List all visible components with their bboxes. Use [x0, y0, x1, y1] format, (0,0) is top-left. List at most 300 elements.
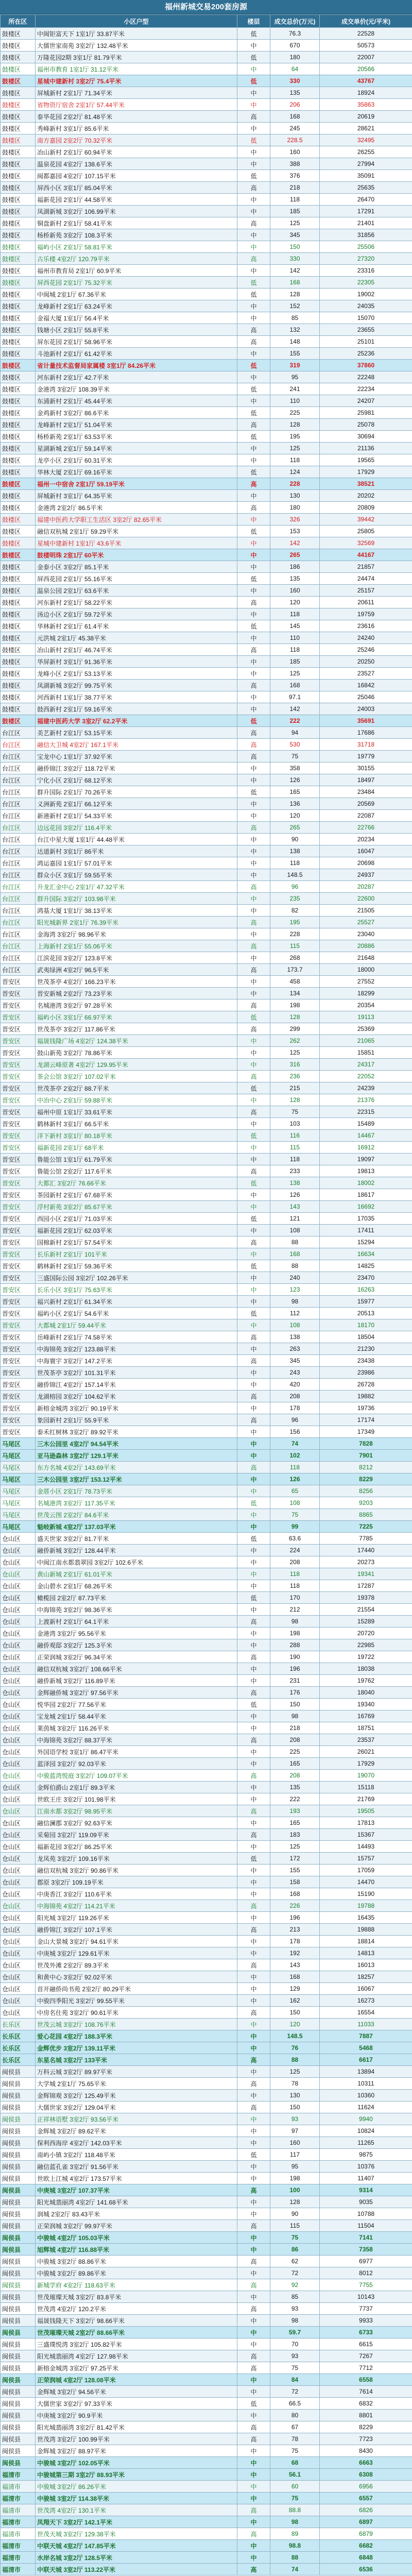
table-row [1, 478, 412, 490]
cell-floor: 中 [237, 810, 270, 822]
cell-district: 闽侯县 [1, 2398, 36, 2410]
cell-floor: 中 [237, 691, 270, 703]
cell-unit: 21065 [320, 1035, 412, 1047]
cell-community: 福屿小区 2室1厅 54.6平米 [36, 1308, 237, 1319]
cell-district: 鼓楼区 [1, 87, 36, 99]
table-row [1, 1651, 412, 1663]
cell-total: 92 [270, 2279, 320, 2291]
cell-community: 中骏蓝湾悦庭 3室2厅 109.07平米 [36, 1770, 237, 1782]
cell-district: 鼓楼区 [1, 158, 36, 170]
cell-district: 马尾区 [1, 1521, 36, 1533]
cell-unit: 25101 [320, 336, 412, 348]
cell-community: 达道新村 3室1厅 86平米 [36, 845, 237, 857]
cell-district: 台江区 [1, 822, 36, 834]
table-row [1, 63, 412, 75]
cell-community: 铜盘新村 2室1厅 58.41平米 [36, 217, 237, 229]
cell-community: 福兴新村 2室1厅 61.34平米 [36, 1296, 237, 1308]
cell-community: 融侨锦江 3室2厅 107.1平米 [36, 1924, 237, 1936]
cell-community: 融信双杭城 2室1厅 59.29平米 [36, 526, 237, 537]
cell-total: 118 [270, 1568, 320, 1580]
cell-total: 118 [270, 1462, 320, 1473]
cell-unit: 6832 [320, 2398, 412, 2410]
cell-floor: 高 [237, 1616, 270, 1628]
cell-floor: 高 [237, 111, 270, 123]
cell-community: 世欧王庄 3室2厅 101.98平米 [36, 1793, 237, 1805]
cell-district: 闽侯县 [1, 2102, 36, 2113]
table-row [1, 1580, 412, 1592]
cell-community: 橄榄园 2室2厅 87.73平米 [36, 1592, 237, 1604]
cell-district: 台江区 [1, 845, 36, 857]
table-row [1, 1900, 412, 1912]
cell-district: 晋安区 [1, 1082, 36, 1094]
cell-community: 龙峰新村 2室1厅 51.04平米 [36, 419, 237, 431]
cell-district: 鼓楼区 [1, 597, 36, 608]
cell-district: 鼓楼区 [1, 431, 36, 443]
cell-community: 群众小区 3室1厅 59.55平米 [36, 869, 237, 881]
cell-total: 215 [270, 1082, 320, 1094]
cell-unit: 25046 [320, 691, 412, 703]
cell-community: 台江中星大厦 1室1厅 44.48平米 [36, 834, 237, 845]
cell-district: 闽侯县 [1, 2279, 36, 2291]
cell-community: 正荣润城 4室2厅 128.08平米 [36, 2374, 237, 2386]
cell-total: 75 [270, 1106, 320, 1118]
cell-floor: 中 [237, 1521, 270, 1533]
cell-community: 杨桥新苑 3室2厅 108.3平米 [36, 229, 237, 241]
cell-floor: 中 [237, 2137, 270, 2149]
cell-district: 鼓楼区 [1, 134, 36, 146]
cell-floor: 高 [237, 2421, 270, 2433]
cell-floor: 低 [237, 620, 270, 632]
cell-floor: 中 [237, 1296, 270, 1308]
cell-community: 宝龙中心 1室1厅 37.92平米 [36, 751, 237, 762]
cell-community: 融侨锦江 4室2厅 157.14平米 [36, 1379, 237, 1391]
cell-community: 金泰小区 3室2厅 85.1平米 [36, 561, 237, 573]
cell-district: 鼓楼区 [1, 680, 36, 691]
cell-floor: 中 [237, 537, 270, 549]
cell-unit: 35863 [320, 99, 412, 111]
table-row [1, 1035, 412, 1047]
cell-unit: 20202 [320, 490, 412, 502]
table-row [1, 466, 412, 478]
cell-district: 长乐区 [1, 2042, 36, 2054]
cell-community: 阳光城翡丽湾 3室2厅 81.42平米 [36, 2421, 237, 2433]
cell-floor: 中 [237, 2374, 270, 2386]
cell-floor: 中 [237, 1319, 270, 1331]
table-row [1, 324, 412, 336]
cell-floor: 中 [237, 2315, 270, 2327]
cell-district: 晋安区 [1, 1426, 36, 1438]
cell-unit: 11504 [320, 2220, 412, 2232]
cell-total: 97.1 [270, 691, 320, 703]
cell-floor: 中 [237, 2457, 270, 2469]
table-row [1, 336, 412, 348]
cell-community: 凤翔天下 3室2厅 142.1平米 [36, 2516, 237, 2528]
cell-unit: 20611 [320, 597, 412, 608]
cell-community: 中骏四季阳光 3室2厅 99.55平米 [36, 1995, 237, 2007]
cell-total: 121 [270, 1213, 320, 1225]
cell-floor: 高 [237, 324, 270, 336]
cell-unit: 22315 [320, 1106, 412, 1118]
cell-unit: 9875 [320, 2149, 412, 2161]
cell-floor: 中 [237, 2090, 270, 2102]
cell-unit: 19505 [320, 1805, 412, 1817]
cell-floor: 高 [237, 1924, 270, 1936]
cell-district: 晋安区 [1, 1177, 36, 1189]
cell-total: 198 [270, 2173, 320, 2184]
cell-floor: 中 [237, 371, 270, 383]
cell-unit: 20720 [320, 1628, 412, 1639]
table-row [1, 2102, 412, 2113]
cell-district: 晋安区 [1, 1225, 36, 1236]
cell-total: 134 [270, 988, 320, 999]
table-row [1, 786, 412, 798]
table-row [1, 2410, 412, 2421]
cell-community: 世茂湾 3室2厅 100.99平米 [36, 2433, 237, 2445]
cell-floor: 中 [237, 1782, 270, 1793]
table-row [1, 1438, 412, 1450]
cell-total: 530 [270, 739, 320, 751]
cell-community: 水岸名城 3室2厅 128.5平米 [36, 2552, 237, 2564]
table-row [1, 1355, 412, 1367]
cell-unit: 10360 [320, 2090, 412, 2102]
cell-total: 66.5 [270, 2398, 320, 2410]
cell-floor: 中 [237, 1142, 270, 1154]
cell-total: 208 [270, 1391, 320, 1402]
cell-floor: 中 [237, 312, 270, 324]
cell-district: 长乐区 [1, 2054, 36, 2066]
cell-total: 218 [270, 1722, 320, 1734]
cell-floor: 中 [237, 206, 270, 217]
table-row [1, 206, 412, 217]
cell-total: 150 [270, 2102, 320, 2113]
cell-floor: 中 [237, 1225, 270, 1236]
table-row [1, 2421, 412, 2433]
cell-floor: 低 [237, 360, 270, 371]
cell-unit: 15367 [320, 1829, 412, 1841]
cell-community: 福晟钱隆广场 4室2厅 124.38平米 [36, 1035, 237, 1047]
cell-unit: 8865 [320, 1509, 412, 1521]
table-row [1, 1853, 412, 1865]
cell-total: 143 [270, 1201, 320, 1213]
cell-total: 316 [270, 1059, 320, 1071]
cell-floor: 中 [237, 300, 270, 312]
cell-community: 融信蓝孔雀 3室2厅 91.56平米 [36, 2161, 237, 2173]
cell-floor: 低 [237, 431, 270, 443]
cell-total: 80 [270, 2410, 320, 2421]
cell-community: 龙湖云峰原著 4室2厅 129.95平米 [36, 1059, 237, 1071]
cell-total: 195 [270, 431, 320, 443]
cell-district: 闽侯县 [1, 2244, 36, 2256]
cell-community: 中冶中心 2室1厅 59.88平米 [36, 1094, 237, 1106]
table-row [1, 2327, 412, 2338]
table-row [1, 87, 412, 99]
table-row [1, 1473, 412, 1485]
table-row [1, 2528, 412, 2540]
cell-district: 闽侯县 [1, 2315, 36, 2327]
cell-community: 新榕金城湾 3室2厅 90.19平米 [36, 1402, 237, 1414]
cell-district: 闽侯县 [1, 2362, 36, 2374]
cell-district: 鼓楼区 [1, 383, 36, 395]
cell-district: 鼓楼区 [1, 360, 36, 371]
cell-total: 165 [270, 786, 320, 798]
cell-total: 168 [270, 1248, 320, 1260]
table-row [1, 1971, 412, 1983]
cell-district: 鼓楼区 [1, 407, 36, 419]
cell-community: 龙亭小区 2室1厅 60.31平米 [36, 454, 237, 466]
cell-total: 143 [270, 1959, 320, 1971]
cell-unit: 23484 [320, 786, 412, 798]
cell-community: 金辉城 3室2厅 88.97平米 [36, 2445, 237, 2457]
cell-community: 魁岐新城 4室2厅 137.03平米 [36, 1521, 237, 1533]
cell-floor: 中 [237, 2030, 270, 2042]
cell-district: 鼓楼区 [1, 336, 36, 348]
cell-community: 屏东花园 2室1厅 58.96平米 [36, 336, 237, 348]
cell-floor: 高 [237, 1959, 270, 1971]
table-row [1, 1983, 412, 1995]
cell-community: 福晟钱隆天下 3室2厅 98.66平米 [36, 2315, 237, 2327]
cell-community: 旭辉城 4室2厅 116.88平米 [36, 2244, 237, 2256]
cell-unit: 11033 [320, 2019, 412, 2030]
cell-total: 185 [270, 656, 320, 668]
cell-total: 93 [270, 2350, 320, 2362]
table-row [1, 1959, 412, 1971]
table-row [1, 952, 412, 964]
table-row [1, 2220, 412, 2232]
cell-community: 浮村新苑 3室2厅 85.67平米 [36, 1201, 237, 1213]
cell-total: 88 [270, 2552, 320, 2564]
cell-district: 马尾区 [1, 1497, 36, 1509]
cell-district: 仓山区 [1, 1971, 36, 1983]
cell-total: 376 [270, 170, 320, 182]
cell-unit: 20250 [320, 656, 412, 668]
cell-community: 中庚城 3室2厅 90.9平米 [36, 2410, 237, 2421]
table-row [1, 1876, 412, 1888]
cell-total: 155 [270, 1865, 320, 1876]
cell-district: 晋安区 [1, 1272, 36, 1284]
cell-total: 128 [270, 1094, 320, 1106]
cell-community: 华林新村 2室1厅 61.4平米 [36, 620, 237, 632]
table-row [1, 2315, 412, 2327]
cell-total: 208 [270, 1770, 320, 1782]
cell-unit: 19340 [320, 1699, 412, 1710]
cell-floor: 高 [237, 822, 270, 834]
cell-community: 星湖新城 2室1厅 59.14平米 [36, 443, 237, 454]
cell-unit: 11407 [320, 2173, 412, 2184]
cell-district: 闽侯县 [1, 2078, 36, 2090]
cell-unit: 17035 [320, 1213, 412, 1225]
cell-district: 鼓楼区 [1, 324, 36, 336]
cell-total: 75 [270, 2232, 320, 2244]
cell-district: 晋安区 [1, 1142, 36, 1154]
cell-district: 鼓楼区 [1, 111, 36, 123]
cell-unit: 35091 [320, 170, 412, 182]
cell-district: 仓山区 [1, 1675, 36, 1687]
cell-floor: 低 [237, 466, 270, 478]
cell-floor: 中 [237, 2327, 270, 2338]
table-row [1, 371, 412, 383]
cell-unit: 14470 [320, 1876, 412, 1888]
cell-unit: 20287 [320, 881, 412, 893]
cell-floor: 中 [237, 1485, 270, 1497]
cell-floor: 高 [237, 1651, 270, 1663]
cell-community: 鸿运嘉园 1室1厅 57.01平米 [36, 857, 237, 869]
cell-community: 东浦新村 2室1厅 45.44平米 [36, 395, 237, 407]
cell-unit: 17059 [320, 1865, 412, 1876]
cell-unit: 22766 [320, 822, 412, 834]
cell-community: 金厝小区 2室1厅 78.73平米 [36, 1485, 237, 1497]
cell-unit: 20809 [320, 502, 412, 514]
cell-community: 大儒世家 3室2厅 97.33平米 [36, 2398, 237, 2410]
cell-community: 福建中医药大学职工生活区 3室2厅 82.65平米 [36, 514, 237, 526]
cell-unit: 14825 [320, 1260, 412, 1272]
cell-floor: 中 [237, 762, 270, 774]
cell-district: 晋安区 [1, 1414, 36, 1426]
cell-total: 135 [270, 87, 320, 99]
cell-district: 仓山区 [1, 1959, 36, 1971]
table-row [1, 561, 412, 573]
cell-community: 福新花园 3室2厅 86.25平米 [36, 1841, 237, 1853]
cell-total: 299 [270, 1023, 320, 1035]
cell-district: 鼓楼区 [1, 348, 36, 360]
cell-floor: 中 [237, 928, 270, 940]
cell-total: 185 [270, 206, 320, 217]
cell-district: 闽侯县 [1, 2173, 36, 2184]
cell-community: 融侨新城 3室2厅 128.44平米 [36, 1545, 237, 1556]
table-row [1, 241, 412, 253]
cell-unit: 20513 [320, 1308, 412, 1319]
cell-district: 仓山区 [1, 1533, 36, 1545]
cell-floor: 高 [237, 2184, 270, 2196]
header-total-price: 成交总价(万元) [270, 15, 320, 28]
table-row [1, 1319, 412, 1331]
cell-unit: 6308 [320, 2469, 412, 2481]
cell-community: 世茂茶亭 2室2厅 88.7平米 [36, 1082, 237, 1094]
cell-total: 156 [270, 1426, 320, 1438]
table-row [1, 656, 412, 668]
cell-floor: 高 [237, 2528, 270, 2540]
cell-unit: 24207 [320, 395, 412, 407]
cell-district: 仓山区 [1, 1936, 36, 1947]
table-row [1, 2493, 412, 2504]
cell-unit: 7828 [320, 1438, 412, 1450]
cell-district: 台江区 [1, 881, 36, 893]
cell-total: 138 [270, 1331, 320, 1343]
cell-total: 124 [270, 466, 320, 478]
cell-total: 100 [270, 2184, 320, 2196]
cell-unit: 25078 [320, 419, 412, 431]
cell-district: 鼓楼区 [1, 182, 36, 194]
cell-total: 98 [270, 2315, 320, 2327]
cell-district: 晋安区 [1, 1165, 36, 1177]
cell-total: 222 [270, 1793, 320, 1805]
cell-floor: 低 [237, 383, 270, 395]
table-row [1, 1462, 412, 1473]
cell-unit: 18002 [320, 1177, 412, 1189]
table-row [1, 1545, 412, 1556]
cell-total: 206 [270, 99, 320, 111]
cell-floor: 高 [237, 1462, 270, 1473]
cell-total: 70 [270, 2338, 320, 2350]
cell-total: 670 [270, 40, 320, 52]
cell-district: 仓山区 [1, 1947, 36, 1959]
cell-floor: 低 [237, 573, 270, 585]
cell-total: 78 [270, 2078, 320, 2090]
table-row [1, 881, 412, 893]
cell-district: 鼓楼区 [1, 443, 36, 454]
cell-community: 名城港湾 3室2厅 97.28平米 [36, 999, 237, 1011]
cell-floor: 中 [237, 1473, 270, 1485]
cell-district: 闽侯县 [1, 2445, 36, 2457]
cell-unit: 43767 [320, 75, 412, 87]
cell-community: 温泉花园 4室2厅 138.6平米 [36, 158, 237, 170]
table-row [1, 1142, 412, 1154]
cell-unit: 19565 [320, 454, 412, 466]
cell-floor: 高 [237, 2102, 270, 2113]
table-row [1, 810, 412, 822]
cell-district: 鼓楼区 [1, 146, 36, 158]
cell-unit: 22600 [320, 893, 412, 905]
cell-floor: 中 [237, 1947, 270, 1959]
cell-district: 晋安区 [1, 999, 36, 1011]
cell-district: 鼓楼区 [1, 668, 36, 680]
cell-total: 98 [270, 1296, 320, 1308]
cell-floor: 中 [237, 2019, 270, 2030]
cell-community: 爱心花园 4室2厅 188.3平米 [36, 2030, 237, 2042]
table-row [1, 2516, 412, 2528]
table-row [1, 111, 412, 123]
table-row [1, 905, 412, 917]
cell-total: 62 [270, 2256, 320, 2267]
cell-unit: 11265 [320, 2137, 412, 2149]
cell-district: 仓山区 [1, 1616, 36, 1628]
cell-total: 96 [270, 881, 320, 893]
table-row [1, 1663, 412, 1675]
cell-district: 仓山区 [1, 1639, 36, 1651]
table-body [1, 28, 412, 2575]
cell-floor: 高 [237, 2054, 270, 2066]
cell-unit: 17349 [320, 1426, 412, 1438]
cell-unit: 18751 [320, 1722, 412, 1734]
cell-community: 世茂茶亭 4室2厅 166.23平米 [36, 976, 237, 988]
cell-unit: 19341 [320, 1568, 412, 1580]
cell-district: 仓山区 [1, 1983, 36, 1995]
cell-district: 鼓楼区 [1, 514, 36, 526]
table-row [1, 1746, 412, 1758]
table-row [1, 1639, 412, 1651]
cell-unit: 24937 [320, 869, 412, 881]
table-row [1, 1011, 412, 1023]
cell-floor: 高 [237, 2007, 270, 2019]
cell-floor: 中 [237, 2445, 270, 2457]
cell-unit: 18170 [320, 1319, 412, 1331]
cell-unit: 8430 [320, 2445, 412, 2457]
cell-unit: 25635 [320, 182, 412, 194]
cell-unit: 23986 [320, 1367, 412, 1379]
cell-total: 72 [270, 2267, 320, 2279]
cell-district: 鼓楼区 [1, 691, 36, 703]
cell-floor: 中 [237, 585, 270, 597]
cell-district: 闽侯县 [1, 2208, 36, 2220]
cell-unit: 17440 [320, 1545, 412, 1556]
cell-community: 金山大景城 3室2厅 94.61平米 [36, 1936, 237, 1947]
cell-community: 龙凤苑 3室2厅 109.16平米 [36, 1853, 237, 1865]
table-row [1, 158, 412, 170]
cell-total: 228 [270, 928, 320, 940]
cell-community: 福屿小区 2室1厅 58.81平米 [36, 241, 237, 253]
cell-floor: 高 [237, 1770, 270, 1782]
cell-unit: 21401 [320, 217, 412, 229]
cell-floor: 中 [237, 632, 270, 644]
